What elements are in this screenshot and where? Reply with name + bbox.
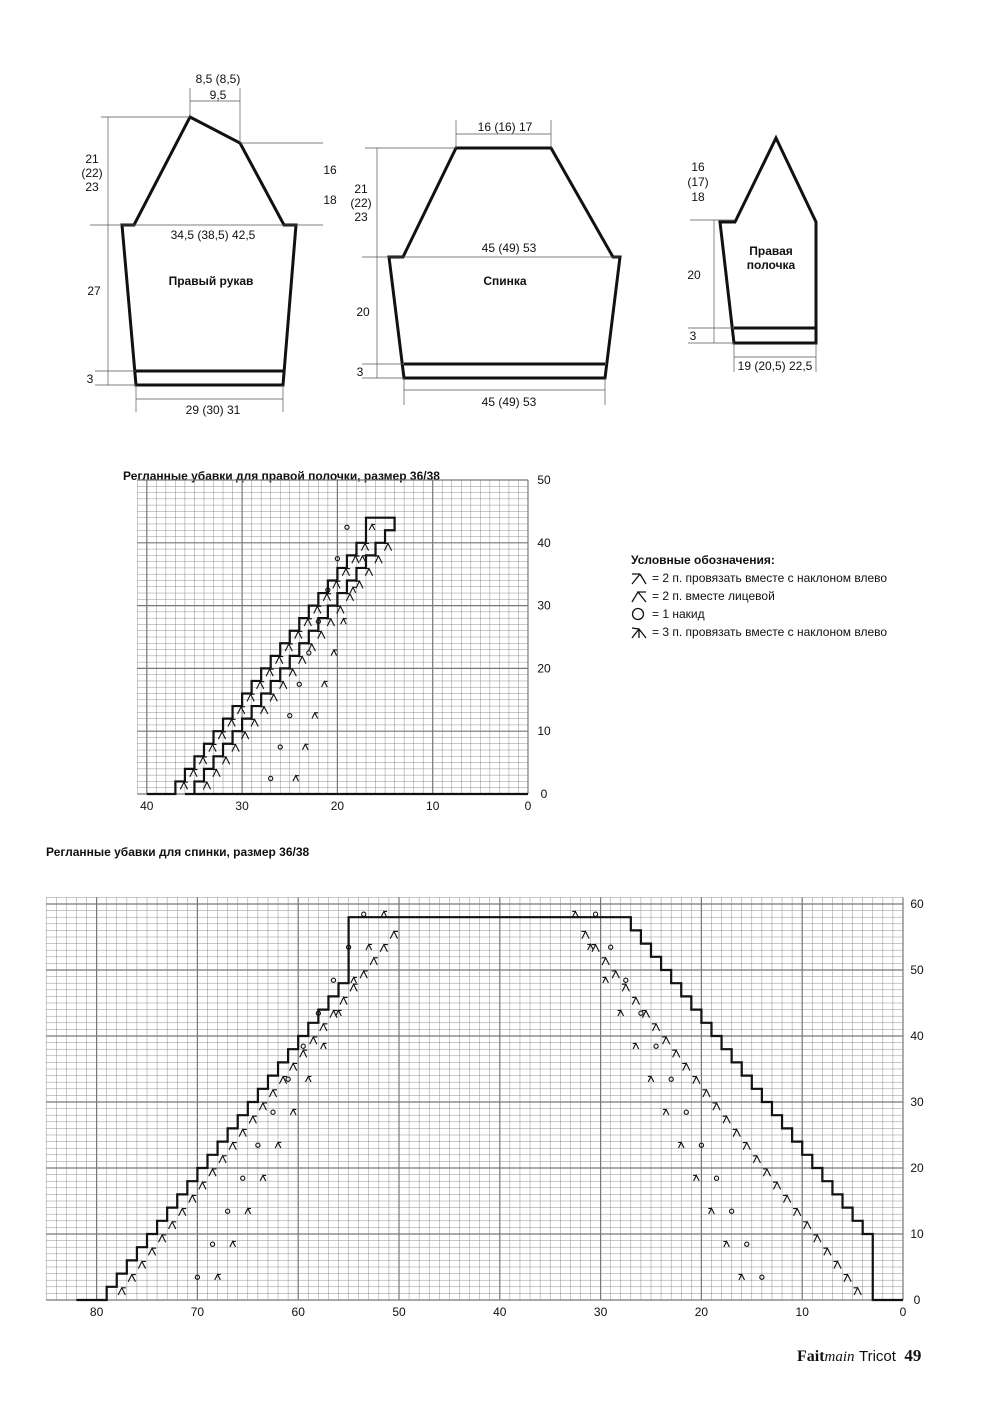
front-body-height: 20 [687, 268, 701, 282]
x-tick-label: 20 [330, 799, 345, 813]
left-slant-decrease-icon [844, 1275, 852, 1282]
sleeve-cap-height-c: 23 [85, 180, 99, 194]
k2tog-icon [351, 977, 357, 983]
k2tog-icon [260, 1175, 266, 1181]
left-slant-decrease-icon [692, 1077, 700, 1084]
left-slant-decrease-icon [633, 1043, 639, 1049]
yarn-over-icon [714, 1176, 718, 1180]
x-tick-label: 0 [899, 1305, 907, 1319]
k2tog-icon [158, 1235, 166, 1242]
sleeve-side-height-b: 18 [323, 193, 337, 207]
left-slant-decrease-icon [612, 971, 620, 978]
k2tog-icon [239, 1129, 247, 1136]
sleeve-cap-height-b: (22) [81, 166, 103, 180]
x-tick-label: 50 [392, 1305, 406, 1319]
x-tick-label: 80 [89, 1305, 104, 1319]
front-raglan-height-b: (17) [687, 175, 709, 189]
left-slant-decrease-icon [733, 1129, 741, 1136]
legend-text: = 3 п. провязать вместе с наклоном влево [652, 625, 888, 639]
sleeve-bottom-width: 29 (30) 31 [185, 403, 241, 417]
k2tog-icon [189, 1195, 197, 1202]
front-rib-height: 3 [689, 329, 697, 343]
x-tick-label: 20 [694, 1305, 709, 1319]
y-tick-label: 40 [910, 1029, 924, 1043]
left-slant-decrease-icon [662, 1037, 670, 1044]
left-slant-decrease-icon [823, 1248, 831, 1255]
sleeve-name: Правый рукав [168, 274, 254, 288]
yarn-over-icon [745, 1242, 749, 1246]
k2tog-icon [118, 1288, 126, 1295]
y-tick-label: 20 [537, 661, 551, 676]
k2tog-icon [249, 1116, 257, 1123]
left-slant-decrease-icon [833, 1261, 841, 1268]
yarn-over-icon [210, 1242, 214, 1246]
k2tog-icon [320, 1024, 328, 1031]
left-slant-decrease-icon [723, 1116, 731, 1123]
left-slant-decrease-icon [753, 1156, 761, 1163]
yarn-over-icon [331, 978, 335, 982]
x-tick-label: 70 [190, 1305, 205, 1319]
k2tog-icon [269, 1090, 277, 1097]
k2tog-icon [219, 1156, 227, 1163]
back-body-height: 20 [356, 305, 370, 319]
k2tog-icon [350, 984, 358, 991]
sleeve-cap-height-a: 21 [85, 152, 99, 166]
sleeve-side-height-a: 16 [323, 163, 337, 177]
left-slant-decrease-icon [723, 1241, 729, 1247]
k2tog-icon [230, 1241, 236, 1247]
back-raglan-height-a: 21 [354, 182, 368, 196]
back-bottom-width: 45 (49) 53 [481, 395, 537, 409]
k2tog-icon [360, 971, 368, 978]
y-tick-label: 0 [913, 1293, 921, 1307]
yarn-over-icon [684, 1110, 688, 1114]
x-tick-label: 10 [426, 799, 440, 813]
left-slant-decrease-icon [803, 1222, 811, 1229]
yarn-over-icon [362, 912, 366, 916]
yarn-over-icon [593, 912, 597, 916]
page-number: 49 [904, 1346, 922, 1365]
back-rib-height: 3 [356, 365, 364, 379]
sleeve-body-height: 27 [87, 284, 101, 298]
left-slant-decrease-icon [663, 1109, 669, 1115]
k2tog-icon [300, 1050, 308, 1057]
k2tog-icon [229, 1143, 237, 1150]
k2tog-icon [128, 1275, 136, 1282]
left-slant-decrease-icon [622, 984, 630, 991]
k2tog-icon [290, 1109, 296, 1115]
k2tog-icon [340, 997, 348, 1004]
k2tog-icon [209, 1169, 217, 1176]
front-name-line2: полочка [746, 258, 796, 272]
yarn-over-icon [241, 1176, 245, 1180]
front-bottom-width: 19 (20,5) 22,5 [737, 359, 813, 373]
left-slant-decrease-icon [702, 1090, 710, 1097]
sleeve-top-width-2: 9,5 [209, 88, 227, 102]
x-tick-label: 40 [493, 1305, 507, 1319]
sleeve-rib-height: 3 [86, 372, 94, 386]
y-tick-label: 50 [910, 963, 924, 977]
k2tog-icon [138, 1261, 146, 1268]
y-tick-label: 60 [910, 897, 924, 911]
back-top-width: 16 (16) 17 [477, 120, 533, 134]
left-slant-decrease-icon [763, 1169, 771, 1176]
chart2-title: Регланные убавки для спинки, размер 36/38 [46, 845, 310, 859]
legend-text: = 2 п. вместе лицевой [652, 589, 775, 603]
left-slant-decrease-icon [854, 1288, 862, 1295]
left-slant-decrease-icon [773, 1182, 781, 1189]
footer-brand-fait: Fait [797, 1348, 825, 1365]
left-slant-decrease-icon [581, 931, 589, 938]
y-tick-label: 10 [537, 724, 551, 739]
chart1-title: Регланные убавки для правой полочки, размер 36/38 [123, 469, 440, 483]
left-slant-decrease-icon [793, 1209, 801, 1216]
k2tog-icon [370, 958, 378, 965]
left-slant-decrease-icon [602, 977, 608, 983]
y-tick-label: 50 [537, 473, 551, 487]
yarn-over-icon [624, 978, 628, 982]
back-name: Спинка [483, 274, 527, 288]
y-tick-label: 40 [537, 535, 551, 550]
x-tick-label: 10 [795, 1305, 809, 1319]
x-tick-label: 0 [524, 799, 532, 813]
k2tog-icon [148, 1248, 156, 1255]
y-tick-label: 10 [910, 1227, 924, 1241]
k2tog-icon [310, 1037, 318, 1044]
back-raglan-height-b: (22) [350, 196, 372, 210]
left-slant-decrease-icon [693, 1175, 699, 1181]
k2tog-icon [259, 1103, 267, 1110]
x-tick-label: 30 [235, 799, 249, 813]
left-slant-decrease-icon [743, 1143, 751, 1150]
k2tog-icon [169, 1222, 177, 1229]
left-slant-decrease-icon [682, 1063, 690, 1070]
k2tog-icon [179, 1209, 187, 1216]
legend-text: = 2 п. провязать вместе с наклоном влево [652, 571, 888, 585]
back-chest-width: 45 (49) 53 [481, 241, 537, 255]
front-name-line1: Правая [749, 244, 793, 258]
left-slant-decrease-icon [813, 1235, 821, 1242]
sleeve-top-width: 8,5 (8,5) [195, 72, 241, 86]
y-tick-label: 30 [910, 1095, 924, 1109]
k2tog-icon [380, 945, 388, 952]
yarn-over-icon [654, 1044, 658, 1048]
left-slant-decrease-icon [783, 1195, 791, 1202]
footer-brand-main: main [824, 1349, 855, 1365]
left-slant-decrease-icon [602, 958, 610, 965]
left-slant-decrease-icon [632, 997, 640, 1004]
left-slant-decrease-icon [652, 1024, 660, 1031]
y-tick-label: 20 [910, 1161, 924, 1175]
y-tick-label: 0 [540, 787, 548, 801]
x-tick-label: 30 [593, 1305, 608, 1319]
k2tog-icon [199, 1182, 207, 1189]
back-raglan-height-c: 23 [354, 210, 368, 224]
x-tick-label: 40 [140, 799, 154, 813]
front-raglan-height-c: 18 [691, 190, 705, 204]
legend-title: Условные обозначения: [631, 553, 775, 567]
y-tick-label: 30 [537, 598, 551, 613]
yarn-over-icon [271, 1110, 275, 1114]
page-footer [797, 1346, 921, 1366]
left-slant-decrease-icon [672, 1050, 680, 1057]
x-tick-label: 60 [291, 1305, 305, 1319]
legend-text: = 1 накид [652, 607, 705, 621]
front-raglan-height-a: 16 [691, 160, 705, 174]
footer-brand-tricot: Tricot [859, 1348, 896, 1365]
k2tog-icon [321, 1043, 327, 1049]
k2tog-icon [290, 1063, 298, 1070]
sleeve-upper-width: 34,5 (38,5) 42,5 [170, 228, 256, 242]
left-slant-decrease-icon [713, 1103, 721, 1110]
yarn-over-icon [301, 1044, 305, 1048]
k2tog-icon [390, 931, 398, 938]
